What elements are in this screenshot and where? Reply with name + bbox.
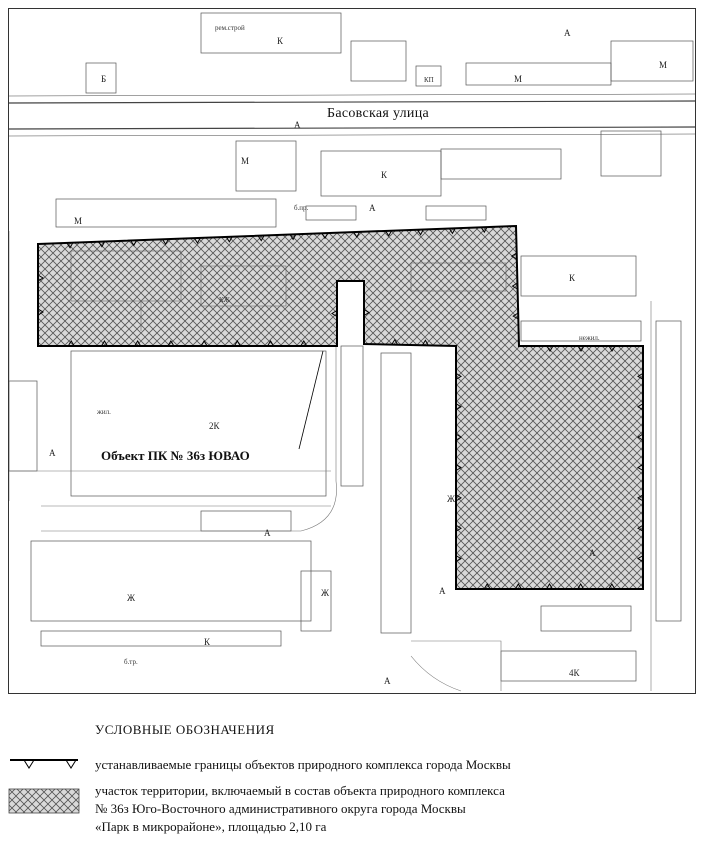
label-k1: К bbox=[277, 36, 284, 46]
label-zhn: жил. bbox=[97, 408, 111, 416]
street-label: Басовская улица bbox=[327, 106, 430, 121]
label-a7: А bbox=[384, 676, 391, 686]
label-zh3: Ж bbox=[321, 588, 330, 598]
legend-boundary-symbol bbox=[8, 756, 80, 770]
object-label: Объект ПК № 36з ЮВАО bbox=[101, 448, 250, 463]
label-a1: А bbox=[294, 120, 301, 130]
label-m3: М bbox=[74, 216, 83, 226]
label-kp: КП bbox=[424, 76, 434, 84]
label-m2: М bbox=[659, 60, 668, 70]
label-k2: К bbox=[381, 170, 388, 180]
label-a4: А bbox=[264, 528, 271, 538]
object-leader bbox=[299, 351, 323, 449]
label-b: Б bbox=[101, 74, 107, 84]
map-frame bbox=[8, 8, 696, 694]
label-pr: б.тр. bbox=[124, 658, 138, 666]
label-vr: б.пр. bbox=[294, 204, 309, 212]
label-a5: А bbox=[439, 586, 446, 596]
label-m4: М bbox=[241, 156, 250, 166]
legend-item-area-line3: «Парк в микрорайоне», площадью 2,10 га bbox=[95, 819, 327, 834]
label-m1: М bbox=[514, 74, 523, 84]
label-2k: 2К bbox=[209, 421, 220, 431]
legend-title: УСЛОВНЫЕ ОБОЗНАЧЕНИЯ bbox=[95, 722, 275, 737]
legend-item-boundary: устанавливаемые границы объектов природного комплекса города Москвы bbox=[95, 757, 511, 772]
legend-item-area-line1: участок территории, включаемый в состав объекта природного комплекса bbox=[95, 783, 505, 798]
label-kzh: КЖ bbox=[219, 296, 230, 304]
label-4k: 4К bbox=[569, 668, 580, 678]
label-a6: А bbox=[589, 548, 596, 558]
label-a2: А bbox=[369, 203, 376, 213]
label-zh2: Ж bbox=[127, 593, 136, 603]
legend-hatch-swatch bbox=[8, 788, 80, 814]
park-area bbox=[38, 226, 643, 589]
legend-item-area-line2: № 36з Юго-Восточного административного округа города Москвы bbox=[95, 801, 466, 816]
label-a8: А bbox=[564, 28, 571, 38]
label-remstroy: рем.строй bbox=[215, 24, 245, 32]
label-a3: А bbox=[49, 448, 56, 458]
label-k4: К bbox=[204, 637, 211, 647]
label-zh1: Ж bbox=[447, 494, 456, 504]
label-nezh: нежил. bbox=[579, 334, 600, 342]
label-k3: К bbox=[569, 273, 576, 283]
